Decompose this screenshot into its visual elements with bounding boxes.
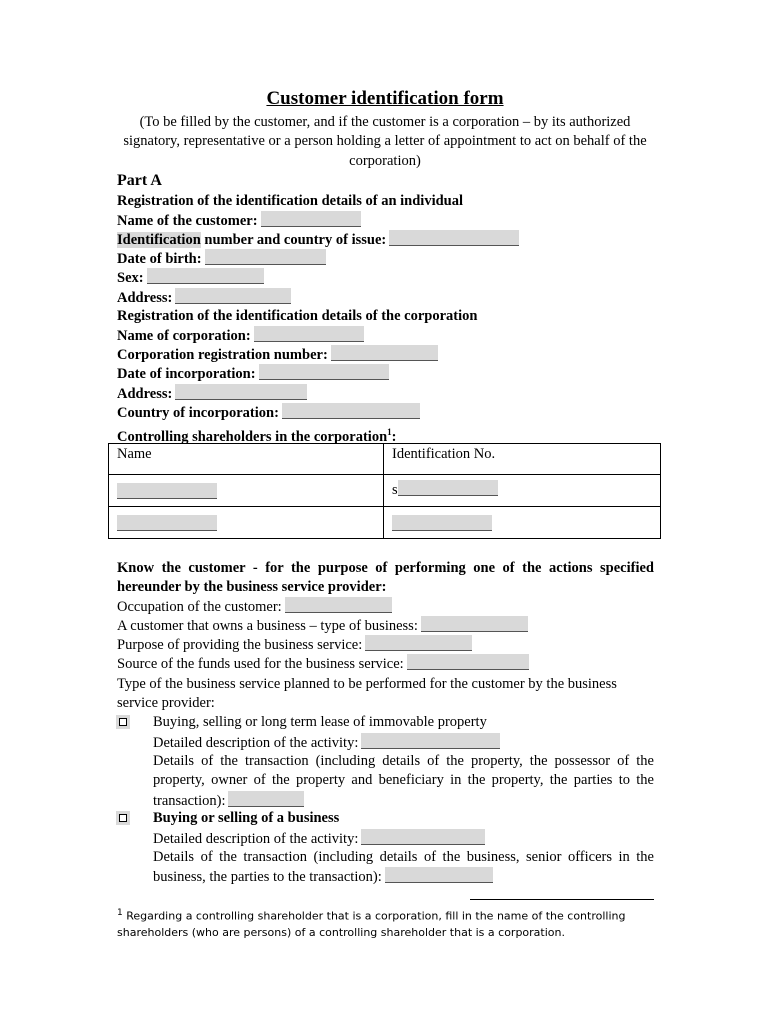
shareholders-label: Controlling shareholders in the corporation	[117, 428, 388, 445]
option2-details-field[interactable]	[385, 867, 493, 883]
business-type-row	[117, 616, 528, 636]
form-title: Customer identification form	[266, 88, 504, 109]
footnote-ref: 1	[387, 427, 392, 437]
identification-label-highlight: Identification	[117, 232, 201, 248]
corp-inc-date-label: Date of incorporation:	[117, 366, 256, 382]
funds-field[interactable]	[407, 654, 529, 670]
option1-desc-row	[153, 733, 654, 753]
option1-desc-label: Detailed description of the activity:	[153, 735, 359, 751]
dob-row	[117, 249, 326, 269]
option1-label: Buying, selling or long term lease of immovable property	[153, 714, 487, 730]
option2-details-label: Details of the transaction (including details of the business, senior officers in the business, the parties to the transaction):	[153, 849, 654, 886]
footnote-divider	[470, 899, 654, 900]
purpose-row	[117, 635, 472, 655]
individual-address-label: Address:	[117, 290, 173, 306]
shareholder-2-id-field[interactable]	[392, 515, 492, 531]
funds-label: Source of the funds used for the business service:	[117, 656, 404, 672]
dob-label: Date of birth:	[117, 251, 202, 267]
option2-details-row	[153, 848, 654, 888]
corp-reg-field[interactable]	[331, 345, 438, 361]
corp-country-label: Country of incorporation:	[117, 405, 279, 421]
corporation-heading: Registration of the identification details of the corporation	[117, 308, 478, 324]
option1-details-label: Details of the transaction (including details of the property, the possessor of the property, owner of the property and beneficiary in the property, the parties to the transaction):	[153, 753, 654, 809]
option2-desc-label: Detailed description of the activity:	[153, 831, 359, 847]
corp-name-field[interactable]	[254, 326, 364, 342]
customer-name-label: Name of the customer:	[117, 213, 258, 229]
funds-row	[117, 654, 529, 674]
service-type-label: Type of the business service planned to be performed for the customer by the business service provider:	[117, 676, 617, 711]
customer-name-row	[117, 211, 361, 231]
footnote	[117, 905, 657, 941]
corp-address-field[interactable]	[175, 384, 307, 400]
purpose-label: Purpose of providing the business service:	[117, 637, 363, 653]
corp-reg-label: Corporation registration number:	[117, 347, 328, 363]
corp-country-field[interactable]	[282, 403, 420, 419]
option1-desc-field[interactable]	[361, 733, 500, 749]
identification-row	[117, 230, 519, 250]
option2-checkbox[interactable]	[116, 811, 130, 825]
footnote-number: 1	[117, 908, 123, 918]
sex-row	[117, 268, 264, 288]
corp-country-row	[117, 403, 420, 423]
business-type-label: A customer that owns a business – type of business:	[117, 618, 418, 634]
shareholder-1-id-field[interactable]	[398, 480, 498, 496]
occupation-field[interactable]	[285, 597, 392, 613]
shareholder-1-name-field[interactable]	[117, 483, 217, 499]
shareholder-2-name-field[interactable]	[117, 515, 217, 531]
shareholders-table	[108, 443, 661, 539]
kyc-heading: Know the customer - for the purpose of performing one of the actions specified hereunder by the business service provider:	[117, 560, 654, 595]
footnote-text: Regarding a controlling shareholder that is a corporation, fill in the name of the controlling shareholders (who are persons) of a controlling shareholder that is a corporation.	[117, 909, 626, 939]
individual-heading: Registration of the identification details of an individual	[117, 193, 464, 209]
occupation-row	[117, 597, 392, 617]
table-header-row	[109, 444, 661, 475]
option2-desc-row	[153, 829, 654, 849]
corp-name-label: Name of corporation:	[117, 328, 251, 344]
option1-details-row	[153, 752, 654, 811]
corp-address-row	[117, 384, 307, 404]
customer-name-field[interactable]	[261, 211, 361, 227]
individual-address-row	[117, 288, 291, 308]
sex-field[interactable]	[147, 268, 264, 284]
purpose-field[interactable]	[365, 635, 472, 651]
table-row	[109, 507, 661, 539]
corp-inc-date-row	[117, 364, 389, 384]
col-header-name: Name	[109, 444, 384, 475]
shareholders-row: Controlling shareholders in the corporation$^1$:	[117, 427, 397, 445]
individual-address-field[interactable]	[175, 288, 291, 304]
option1-details-field[interactable]	[228, 791, 304, 807]
identification-label: number and country of issue:	[200, 232, 387, 248]
part-a-heading: Part A	[117, 172, 162, 189]
corp-address-label: Address:	[117, 386, 173, 402]
shareholder-1-id-prefix: s	[392, 482, 398, 498]
dob-field[interactable]	[205, 249, 326, 265]
option2-desc-field[interactable]	[361, 829, 485, 845]
sex-label: Sex:	[117, 270, 144, 286]
option2-label: Buying or selling of a business	[153, 810, 340, 826]
corp-reg-row	[117, 345, 438, 365]
table-row	[109, 475, 661, 507]
corp-name-row	[117, 326, 364, 346]
business-type-field[interactable]	[421, 616, 528, 632]
form-subtitle: (To be filled by the customer, and if the customer is a corporation – by its authorized signatory, representative or a person holding a letter of appointment to act on behalf of the corporation)	[123, 114, 647, 169]
identification-field[interactable]	[389, 230, 519, 246]
col-header-id: Identification No.	[384, 444, 661, 475]
option1-checkbox[interactable]	[116, 715, 130, 729]
occupation-label: Occupation of the customer:	[117, 599, 282, 615]
corp-inc-date-field[interactable]	[259, 364, 389, 380]
